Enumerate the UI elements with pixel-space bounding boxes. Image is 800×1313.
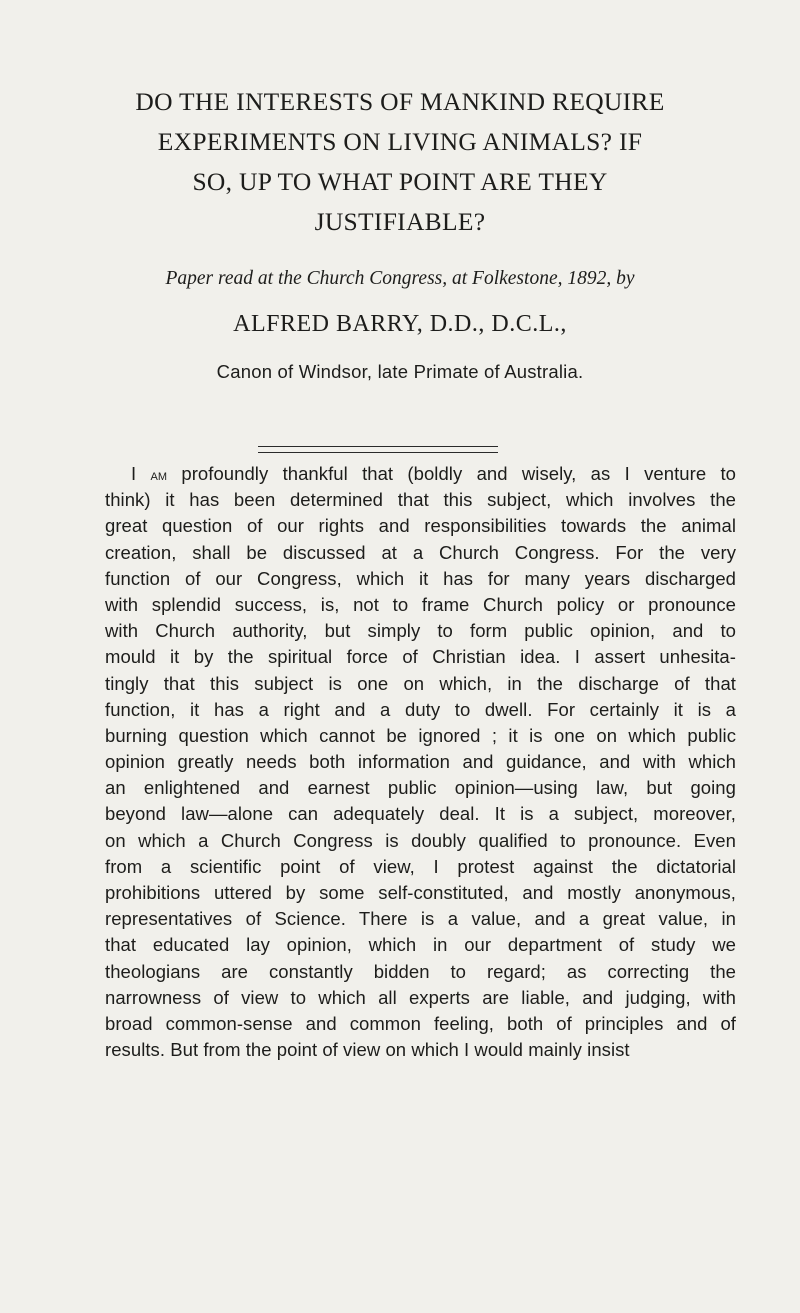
first-line-text: profoundly thankful that (boldly and wisely, as I venture to [181,463,736,484]
title-line: EXPERIMENTS ON LIVING ANIMALS? IF [157,127,643,156]
body-line: from a scientific point of view, I protest against the dictatorial [105,855,736,877]
body-line: creation, shall be discussed at a Church Congress. For the very [105,541,736,563]
body-paragraph [105,461,736,1063]
body-line: results. But from the point of view on which I would mainly insist [105,1039,630,1061]
body-line: broad common-sense and common feeling, both of principles and of [105,1012,736,1034]
body-line: burning question which cannot be ignored ; it is one on which public [105,724,736,746]
body-line: with splendid success, is, not to frame Church policy or pronounce [105,593,736,615]
section-divider [258,446,498,453]
opening-smallcaps: am [150,467,168,484]
body-line: opinion greatly needs both information and guidance, and with which [105,751,736,773]
body-line: that educated lay opinion, which in our department of study we [105,934,736,956]
paper-intro: Paper read at the Church Congress, at Folkestone, 1892, by [165,268,635,289]
body-line-first [105,461,736,487]
body-line: theologians are constantly bidden to regard; as correcting the [105,960,736,982]
paper-title [40,82,760,242]
body-line: great question of our rights and responsibilities towards the animal [105,515,736,537]
author-name: ALFRED BARRY, D.D., D.C.L., [233,311,567,337]
opening-word: I [131,463,137,484]
body-line: with Church authority, but simply to form public opinion, and to [105,620,736,642]
body-line: an enlightened and earnest public opinion—using law, but going [105,777,736,799]
author-affiliation: Canon of Windsor, late Primate of Australia. [216,361,584,382]
body-line: function of our Congress, which it has for many years discharged [105,567,736,589]
title-line: DO THE INTERESTS OF MANKIND REQUIRE [135,87,665,116]
body-line: think) it has been determined that this subject, which involves the [105,489,736,511]
body-line: on which a Church Congress is doubly qualified to pronounce. Even [105,829,736,851]
body-line: beyond law—alone can adequately deal. It is a subject, moreover, [105,803,736,825]
body-line: mould it by the spiritual force of Christian idea. I assert unhesita- [105,646,736,668]
body-line: prohibitions uttered by some self-constituted, and mostly anonymous, [105,882,736,903]
body-line: narrowness of view to which all experts are liable, and judging, with [105,986,736,1008]
body-line: tingly that this subject is one on which, in the discharge of that [105,672,736,694]
title-line: JUSTIFIABLE? [314,207,486,236]
title-line: SO, UP TO WHAT POINT ARE THEY [192,167,608,196]
body-line: function, it has a right and a duty to dwell. For certainly it is a [105,698,736,720]
body-line: representatives of Science. There is a value, and a great value, in [105,908,736,930]
